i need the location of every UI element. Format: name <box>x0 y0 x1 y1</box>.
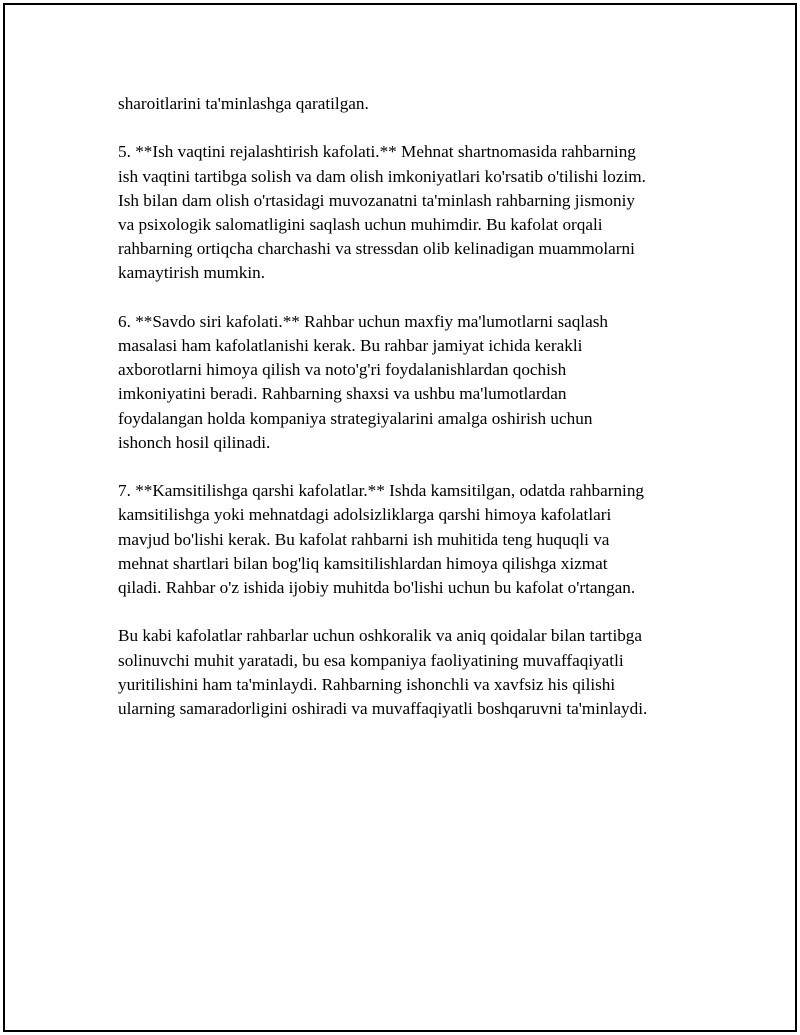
paragraph-continuation: sharoitlarini ta'minlashga qaratilgan. <box>118 94 369 113</box>
paragraph-conclusion: Bu kabi kafolatlar rahbarlar uchun oshkoralik va aniq qoidalar bilan tartibga solinuvchi muhit yaratadi, bu esa kompaniya faoliyatining muvaffaqiyatli yuritilishini ham ta'minlaydi. Rahbarning ishonchli va xavfsiz his qilishi ularning samaradorligini oshiradi va muvaffaqiyatli boshqaruvni ta'minlaydi. <box>118 626 648 719</box>
paragraph-item-6: 6. **Savdo siri kafolati.** Rahbar uchun maxfiy ma'lumotlarni saqlash masalasi ham kafolatlanishi kerak. Bu rahbar jamiyat ichida kerakli axborotlarni himoya qilish va noto'g'ri foydalanishlardan qochish imkoniyatini beradi. Rahbarning shaxsi va ushbu ma'lumotlardan foydalangan holda kompaniya strategiyalarini amalga oshirish uchun ishonch hosil qilinadi. <box>118 311 608 452</box>
paragraph-item-7: 7. **Kamsitilishga qarshi kafolatlar.** Ishda kamsitilgan, odatda rahbarning kamsitilishga yoki mehnatdagi adolsizliklarga qarshi himoya kafolatlari mavjud bo'lishi kerak. Bu kafolat rahbarni ish muhitida teng huquqli va mehnat shartlari bilan bog'liq kamsitilishlardan himoya qilishga xizmat qiladi. Rahbar o'z ishida ijobiy muhitda bo'lishi uchun bu kafolat o'rtangan. <box>118 481 645 598</box>
document-body <box>118 92 698 745</box>
paragraph-item-5: 5. **Ish vaqtini rejalashtirish kafolati.** Mehnat shartnomasida rahbarning ish vaqtini tartibga solish va dam olish imkoniyatlari ko'rsatib o'tilishi lozim. Ish bilan dam olish o'rtasidagi muvozanatni ta'minlash rahbarning jismoniy va psixologik salomatligini saqlash uchun muhimdir. Bu kafolat orqali rahbarning ortiqcha charchashi va stressdan olib kelinadigan muammolarni kamaytirish mumkin. <box>118 142 646 283</box>
